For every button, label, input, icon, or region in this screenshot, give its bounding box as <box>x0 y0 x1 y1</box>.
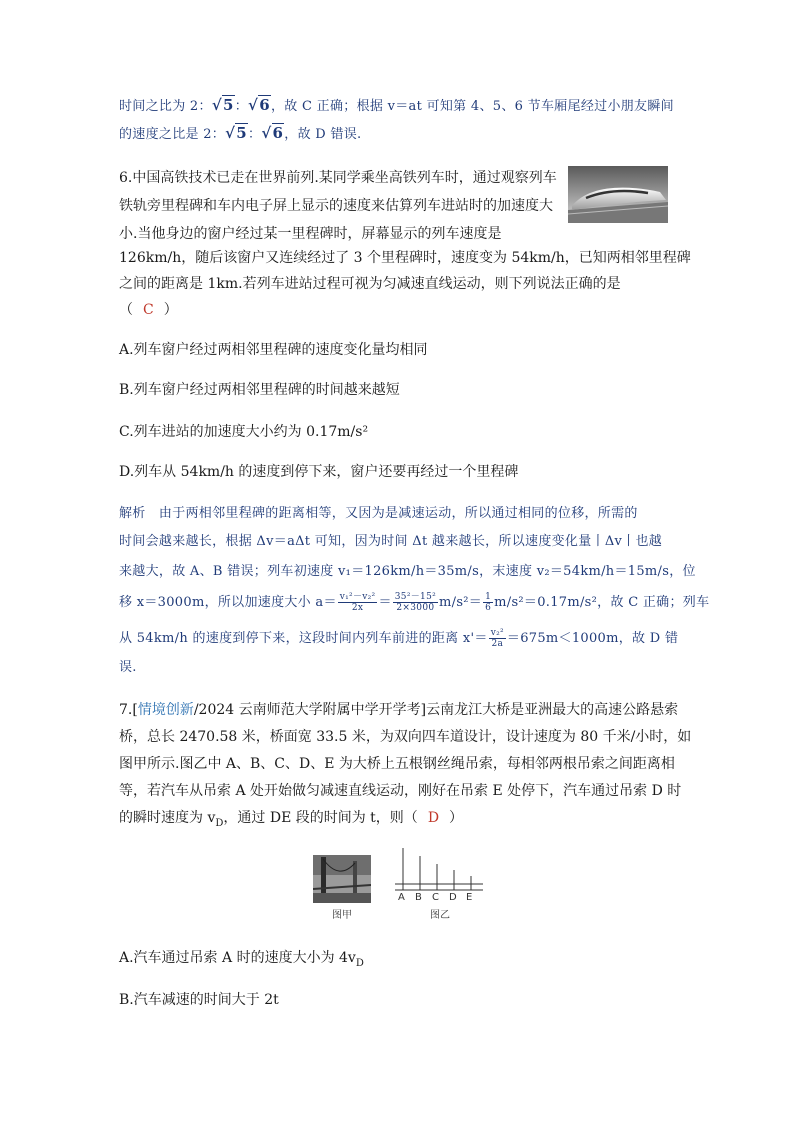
q6-solution-line-1: 解析 由于两相邻里程碑的距离相等，又因为是减速运动，所以通过相同的位移，所需的 <box>119 506 638 521</box>
q6-solution-line-6: 误. <box>119 660 137 675</box>
q7-stem-line-4: 等，若汽车从吊索 A 处开始做匀减速直线运动，刚好在吊索 E 处停下，汽车通过吊索 D 时 <box>119 783 682 799</box>
q7-stem-line-1: 7.[情境创新/2024 云南师范大学附属中学开学考]云南龙江大桥是亚洲最大的高速公路悬索 <box>119 702 679 718</box>
suspension-bridge-photo <box>313 855 371 903</box>
high-speed-train-photo <box>568 166 668 223</box>
cable-label-e: E <box>466 892 473 903</box>
q6-option-b: B.列车窗户经过两相邻里程碑的时间越来越短 <box>119 382 400 398</box>
fraction-distance: $\frac{\text{v₂²}}{2a}$ <box>490 628 504 649</box>
sqrt-5b: √5 <box>225 124 248 142</box>
q6-option-a: A.列车窗户经过两相邻里程碑的速度变化量均相同 <box>119 342 428 358</box>
q7-option-a: A.汽车通过吊索 A 时的速度大小为 $4v_D$ <box>119 950 364 969</box>
q6-stem-line-5: 之间的距离是 1km.若列车进站过程可视为匀减速直线运动，则下列说法正确的是 <box>119 276 621 292</box>
q6-option-d: D.列车从 54km/h 的速度到停下来，窗户还要再经过一个里程碑 <box>119 464 519 480</box>
q6-solution-line-3: 来越大，故 A、B 错误；列车初速度 v₁＝126km/h＝35m/s，末速度 v₂＝54km/h＝15m/s，位 <box>119 564 696 579</box>
sqrt-6: √6 <box>248 96 270 114</box>
q6-stem-line-4: 126km/h，随后该窗户又连续经过了 3 个里程碑时，速度变为 54km/h，已知两相邻里程碑 <box>119 250 691 266</box>
sqrt-6b: √6 <box>261 124 284 142</box>
cable-label-d: D <box>449 892 457 903</box>
cable-label-a: A <box>398 892 405 903</box>
q7-stem-line-3: 图甲所示.图乙中 A、B、C、D、E 为大桥上五根钢丝绳吊索，每相邻两根吊索之间距离相 <box>119 756 675 772</box>
scenario-tag: 情境创新 <box>137 702 194 718</box>
q6-stem-line-1: 6.中国高铁技术已走在世界前列.某同学乘坐高铁列车时，通过观察列车 <box>119 170 557 186</box>
q6-solution-line-5: 从 54km/h 的速度到停下来，这段时间内列车前进的距离 x'＝ $\frac{\text{v₂²}}{2a}$ ＝675m＜1000m，故 D 错 <box>119 628 679 649</box>
q6-stem-line-2: 铁轨旁里程碑和车内电子屏上显示的速度来估算列车进站时的加速度大 <box>119 198 553 214</box>
figure-a-caption: 图甲 <box>332 910 352 921</box>
fraction-numbers: $\frac{\text{35²－15²}}{2\times 3000}$ <box>394 592 437 613</box>
cable-label-c: C <box>432 892 439 903</box>
sqrt-5: √5 <box>211 96 234 114</box>
q7-stem-line-2: 桥，总长 2470.58 米，桥面宽 33.5 米，为双向四车道设计，设计速度为 80 千米/小时，如 <box>119 729 692 745</box>
q7-answer: D <box>427 810 440 826</box>
q6-solution-line-4: 移 x＝3000m，所以加速度大小 a＝ $\frac{\text{v₁²－v₂²}}{2x}$ ＝ $\frac{\text{35²－15²}}{2\times 3000}$ m/s²＝ $\frac{1}{6}$ m/s²＝0.17m/s²，故 C 正确；列车 <box>119 592 710 613</box>
fraction-one-sixth: $\frac{1}{6}$ <box>485 592 492 613</box>
prev-solution-line-2: 的速度之比是 2：√5：√6，故 D 错误. <box>119 124 362 142</box>
q6-option-c: C.列车进站的加速度大小约为 0.17m/s² <box>119 424 369 440</box>
q6-answer: C <box>143 302 154 318</box>
q6-answer-line: （ C ） <box>119 302 178 318</box>
fraction-formula: $\frac{\text{v₁²－v₂²}}{2x}$ <box>339 592 376 613</box>
prev-solution-line-1: 时间之比为 2：√5：√6，故 C 正确；根据 v＝at 可知第 4、5、6 节车厢尾经过小朋友瞬间 <box>119 96 674 114</box>
q7-stem-line-5: 的瞬时速度为 $v_D$，通过 DE 段的时间为 t，则（ D ） <box>119 810 464 829</box>
figure-b-caption: 图乙 <box>430 910 450 921</box>
q6-solution-line-2: 时间会越来越长，根据 Δv＝aΔt 可知，因为时间 Δt 越来越长，所以速度变化量丨Δv丨也越 <box>119 534 663 549</box>
cable-label-b: B <box>415 892 422 903</box>
q7-option-b: B.汽车减速的时间大于 2t <box>119 992 279 1008</box>
q6-stem-line-3: 小.当他身边的窗户经过某一里程碑时，屏幕显示的列车速度是 <box>119 226 502 242</box>
